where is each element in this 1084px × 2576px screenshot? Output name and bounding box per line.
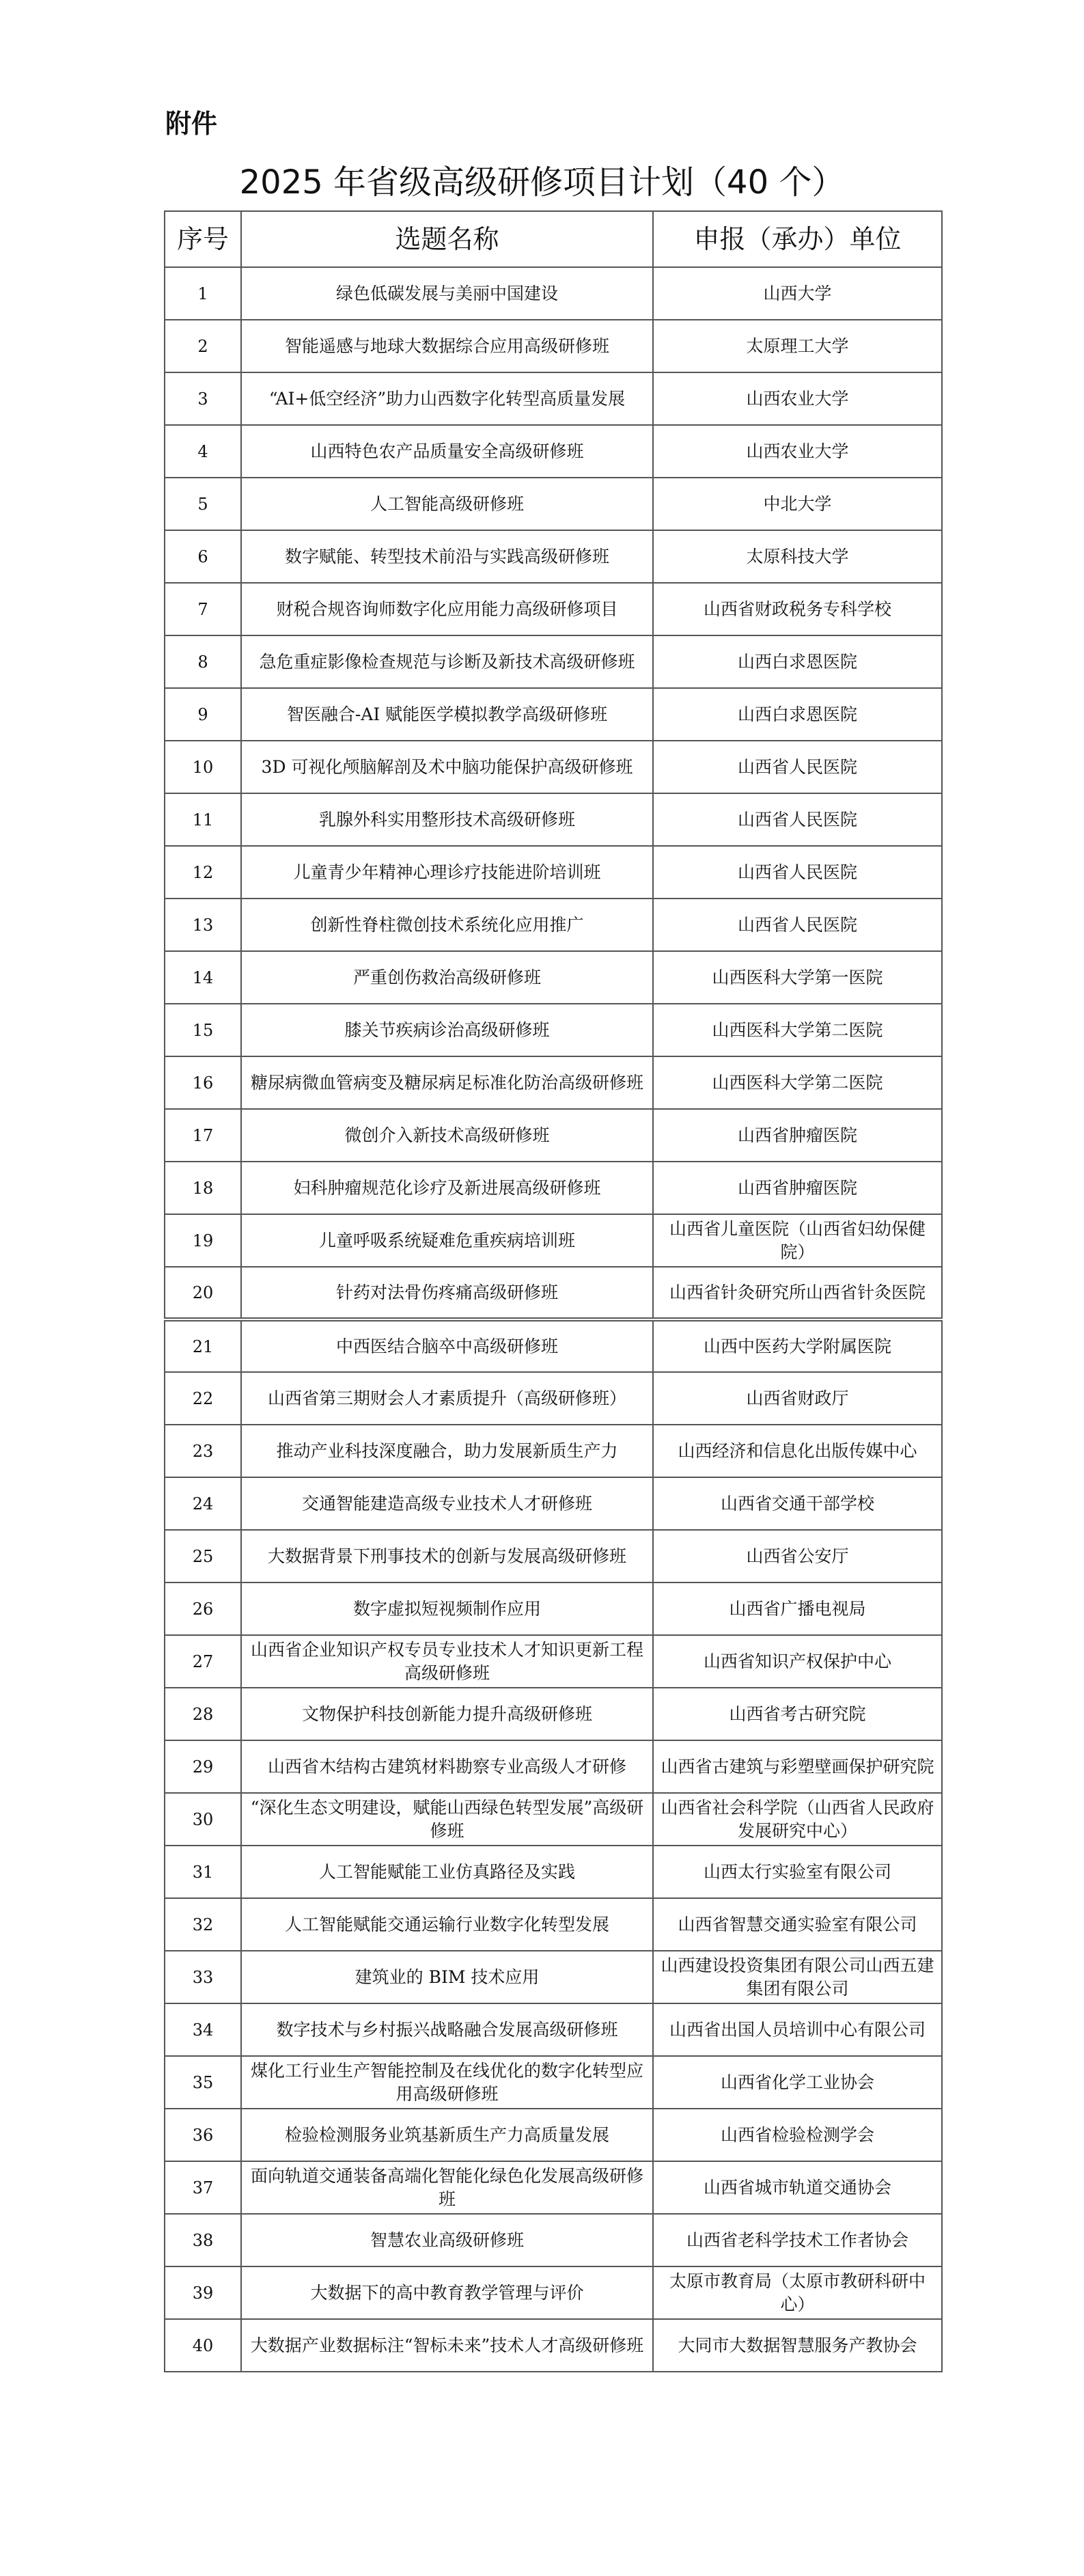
row-unit: 山西农业大学 bbox=[653, 372, 942, 425]
row-number: 4 bbox=[165, 425, 241, 478]
row-unit: 太原理工大学 bbox=[653, 320, 942, 372]
row-number: 31 bbox=[165, 1846, 241, 1898]
row-unit: 山西省检验检测学会 bbox=[653, 2109, 942, 2161]
row-number: 11 bbox=[165, 793, 241, 846]
table-row bbox=[165, 320, 942, 372]
row-topic: 建筑业的 BIM 技术应用 bbox=[241, 1951, 653, 2003]
table-row bbox=[165, 2319, 942, 2372]
row-topic: 大数据产业数据标注“智标未来”技术人才高级研修班 bbox=[241, 2319, 653, 2372]
table-row bbox=[165, 951, 942, 1004]
row-unit: 山西白求恩医院 bbox=[653, 688, 942, 741]
row-number: 37 bbox=[165, 2161, 241, 2214]
row-unit: 山西省城市轨道交通协会 bbox=[653, 2161, 942, 2214]
row-unit: 山西省肿瘤医院 bbox=[653, 1162, 942, 1214]
table-row bbox=[165, 1898, 942, 1951]
row-number: 10 bbox=[165, 741, 241, 793]
table-row bbox=[165, 478, 942, 530]
table-row bbox=[165, 530, 942, 583]
row-unit: 大同市大数据智慧服务产教协会 bbox=[653, 2319, 942, 2372]
table-row bbox=[165, 583, 942, 635]
table-row bbox=[165, 688, 942, 741]
row-topic: 数字赋能、转型技术前沿与实践高级研修班 bbox=[241, 530, 653, 583]
table-row bbox=[165, 1530, 942, 1582]
table-row bbox=[165, 1056, 942, 1109]
row-topic: 儿童青少年精神心理诊疗技能进阶培训班 bbox=[241, 846, 653, 899]
row-topic: 山西省第三期财会人才素质提升（高级研修班） bbox=[241, 1372, 653, 1425]
table-header-row bbox=[165, 211, 942, 267]
table-row bbox=[165, 1319, 942, 1372]
row-topic: 山西特色农产品质量安全高级研修班 bbox=[241, 425, 653, 478]
row-number: 38 bbox=[165, 2214, 241, 2266]
table-row bbox=[165, 1267, 942, 1319]
row-unit: 山西医科大学第二医院 bbox=[653, 1056, 942, 1109]
row-unit: 山西省广播电视局 bbox=[653, 1582, 942, 1635]
table-row bbox=[165, 846, 942, 899]
table-row bbox=[165, 267, 942, 320]
row-unit: 山西医科大学第一医院 bbox=[653, 951, 942, 1004]
row-topic: 儿童呼吸系统疑难危重疾病培训班 bbox=[241, 1214, 653, 1267]
row-topic: 微创介入新技术高级研修班 bbox=[241, 1109, 653, 1162]
row-unit: 太原市教育局（太原市教研科研中心） bbox=[653, 2266, 942, 2319]
row-unit: 山西省人民医院 bbox=[653, 899, 942, 951]
row-number: 34 bbox=[165, 2003, 241, 2056]
table-row bbox=[165, 1214, 942, 1267]
row-number: 17 bbox=[165, 1109, 241, 1162]
row-unit: 山西省知识产权保护中心 bbox=[653, 1635, 942, 1688]
row-unit: 山西省老科学技术工作者协会 bbox=[653, 2214, 942, 2266]
row-unit: 山西大学 bbox=[653, 267, 942, 320]
row-topic: “AI+低空经济”助力山西数字化转型高质量发展 bbox=[241, 372, 653, 425]
table-row bbox=[165, 1004, 942, 1056]
row-number: 23 bbox=[165, 1425, 241, 1477]
row-unit: 山西省针灸研究所山西省针灸医院 bbox=[653, 1267, 942, 1319]
row-number: 2 bbox=[165, 320, 241, 372]
row-topic: 创新性脊柱微创技术系统化应用推广 bbox=[241, 899, 653, 951]
row-unit: 山西省财政税务专科学校 bbox=[653, 583, 942, 635]
table-row bbox=[165, 2214, 942, 2266]
row-topic: 膝关节疾病诊治高级研修班 bbox=[241, 1004, 653, 1056]
row-topic: 交通智能建造高级专业技术人才研修班 bbox=[241, 1477, 653, 1530]
row-topic: 山西省木结构古建筑材料勘察专业高级人才研修 bbox=[241, 1740, 653, 1793]
row-topic: 大数据下的高中教育教学管理与评价 bbox=[241, 2266, 653, 2319]
table-row bbox=[165, 1162, 942, 1214]
row-unit: 山西省儿童医院（山西省妇幼保健院） bbox=[653, 1214, 942, 1267]
row-unit: 山西经济和信息化出版传媒中心 bbox=[653, 1425, 942, 1477]
table-row bbox=[165, 1846, 942, 1898]
row-unit: 山西省智慧交通实验室有限公司 bbox=[653, 1898, 942, 1951]
row-topic: 智能遥感与地球大数据综合应用高级研修班 bbox=[241, 320, 653, 372]
table-row bbox=[165, 1477, 942, 1530]
table-row bbox=[165, 2161, 942, 2214]
row-number: 40 bbox=[165, 2319, 241, 2372]
row-topic: 严重创伤救治高级研修班 bbox=[241, 951, 653, 1004]
row-unit: 山西省财政厅 bbox=[653, 1372, 942, 1425]
row-topic: 山西省企业知识产权专员专业技术人才知识更新工程高级研修班 bbox=[241, 1635, 653, 1688]
row-unit: 山西建设投资集团有限公司山西五建集团有限公司 bbox=[653, 1951, 942, 2003]
table-row bbox=[165, 1425, 942, 1477]
row-number: 39 bbox=[165, 2266, 241, 2319]
row-topic: 急危重症影像检查规范与诊断及新技术高级研修班 bbox=[241, 635, 653, 688]
row-unit: 山西农业大学 bbox=[653, 425, 942, 478]
row-number: 13 bbox=[165, 899, 241, 951]
page-title: 2025 年省级高级研修项目计划（40 个） bbox=[239, 163, 845, 202]
row-topic: 检验检测服务业筑基新质生产力高质量发展 bbox=[241, 2109, 653, 2161]
row-unit: 山西省人民医院 bbox=[653, 846, 942, 899]
row-topic: 财税合规咨询师数字化应用能力高级研修项目 bbox=[241, 583, 653, 635]
row-number: 24 bbox=[165, 1477, 241, 1530]
table-row bbox=[165, 2056, 942, 2109]
table-row bbox=[165, 899, 942, 951]
row-topic: 煤化工行业生产智能控制及在线优化的数字化转型应用高级研修班 bbox=[241, 2056, 653, 2109]
table-row bbox=[165, 741, 942, 793]
row-number: 9 bbox=[165, 688, 241, 741]
row-unit: 山西省出国人员培训中心有限公司 bbox=[653, 2003, 942, 2056]
table-row bbox=[165, 2003, 942, 2056]
row-number: 3 bbox=[165, 372, 241, 425]
row-topic: 人工智能高级研修班 bbox=[241, 478, 653, 530]
table-row bbox=[165, 2109, 942, 2161]
row-number: 8 bbox=[165, 635, 241, 688]
table-row bbox=[165, 2266, 942, 2319]
row-unit: 山西省肿瘤医院 bbox=[653, 1109, 942, 1162]
row-number: 21 bbox=[165, 1319, 241, 1372]
row-number: 1 bbox=[165, 267, 241, 320]
row-topic: 妇科肿瘤规范化诊疗及新进展高级研修班 bbox=[241, 1162, 653, 1214]
row-number: 29 bbox=[165, 1740, 241, 1793]
row-number: 26 bbox=[165, 1582, 241, 1635]
row-number: 25 bbox=[165, 1530, 241, 1582]
row-number: 35 bbox=[165, 2056, 241, 2109]
row-number: 14 bbox=[165, 951, 241, 1004]
table-row bbox=[165, 1582, 942, 1635]
row-unit: 山西省考古研究院 bbox=[653, 1688, 942, 1740]
row-number: 5 bbox=[165, 478, 241, 530]
row-number: 6 bbox=[165, 530, 241, 583]
row-number: 33 bbox=[165, 1951, 241, 2003]
row-number: 19 bbox=[165, 1214, 241, 1267]
row-unit: 山西省社会科学院（山西省人民政府发展研究中心） bbox=[653, 1793, 942, 1846]
table-row bbox=[165, 1635, 942, 1688]
table-row bbox=[165, 1793, 942, 1846]
row-topic: 人工智能赋能工业仿真路径及实践 bbox=[241, 1846, 653, 1898]
row-unit: 山西省公安厅 bbox=[653, 1530, 942, 1582]
row-number: 36 bbox=[165, 2109, 241, 2161]
table-row bbox=[165, 425, 942, 478]
row-unit: 山西医科大学第二医院 bbox=[653, 1004, 942, 1056]
row-topic: 智慧农业高级研修班 bbox=[241, 2214, 653, 2266]
project-table bbox=[164, 210, 943, 2372]
row-topic: 面向轨道交通装备高端化智能化绿色化发展高级研修班 bbox=[241, 2161, 653, 2214]
row-topic: 文物保护科技创新能力提升高级研修班 bbox=[241, 1688, 653, 1740]
row-topic: 糖尿病微血管病变及糖尿病足标准化防治高级研修班 bbox=[241, 1056, 653, 1109]
row-topic: 人工智能赋能交通运输行业数字化转型发展 bbox=[241, 1898, 653, 1951]
row-topic: 数字虚拟短视频制作应用 bbox=[241, 1582, 653, 1635]
row-number: 15 bbox=[165, 1004, 241, 1056]
row-topic: 推动产业科技深度融合，助力发展新质生产力 bbox=[241, 1425, 653, 1477]
row-topic: 针药对法骨伤疼痛高级研修班 bbox=[241, 1267, 653, 1319]
table-body bbox=[165, 267, 942, 2372]
column-header-number: 序号 bbox=[165, 211, 241, 267]
table-row bbox=[165, 372, 942, 425]
row-number: 20 bbox=[165, 1267, 241, 1319]
row-topic: 数字技术与乡村振兴战略融合发展高级研修班 bbox=[241, 2003, 653, 2056]
row-topic: 乳腺外科实用整形技术高级研修班 bbox=[241, 793, 653, 846]
table-row bbox=[165, 1109, 942, 1162]
row-topic: 智医融合-AI 赋能医学模拟教学高级研修班 bbox=[241, 688, 653, 741]
row-topic: “深化生态文明建设，赋能山西绿色转型发展”高级研修班 bbox=[241, 1793, 653, 1846]
row-unit: 山西省化学工业协会 bbox=[653, 2056, 942, 2109]
attachment-label: 附件 bbox=[165, 109, 218, 139]
table-row bbox=[165, 1951, 942, 2003]
row-number: 27 bbox=[165, 1635, 241, 1688]
row-number: 28 bbox=[165, 1688, 241, 1740]
table-row bbox=[165, 635, 942, 688]
row-number: 22 bbox=[165, 1372, 241, 1425]
row-number: 7 bbox=[165, 583, 241, 635]
row-unit: 山西白求恩医院 bbox=[653, 635, 942, 688]
row-topic: 中西医结合脑卒中高级研修班 bbox=[241, 1319, 653, 1372]
table-row bbox=[165, 793, 942, 846]
row-topic: 绿色低碳发展与美丽中国建设 bbox=[241, 267, 653, 320]
table-row bbox=[165, 1740, 942, 1793]
row-unit: 山西省人民医院 bbox=[653, 741, 942, 793]
row-topic: 3D 可视化颅脑解剖及术中脑功能保护高级研修班 bbox=[241, 741, 653, 793]
column-header-topic: 选题名称 bbox=[241, 211, 653, 267]
row-number: 32 bbox=[165, 1898, 241, 1951]
row-number: 18 bbox=[165, 1162, 241, 1214]
table-row bbox=[165, 1372, 942, 1425]
row-unit: 中北大学 bbox=[653, 478, 942, 530]
row-unit: 山西省交通干部学校 bbox=[653, 1477, 942, 1530]
column-header-unit: 申报（承办）单位 bbox=[653, 211, 942, 267]
row-number: 12 bbox=[165, 846, 241, 899]
row-number: 16 bbox=[165, 1056, 241, 1109]
row-unit: 山西太行实验室有限公司 bbox=[653, 1846, 942, 1898]
row-number: 30 bbox=[165, 1793, 241, 1846]
row-unit: 山西中医药大学附属医院 bbox=[653, 1319, 942, 1372]
row-topic: 大数据背景下刑事技术的创新与发展高级研修班 bbox=[241, 1530, 653, 1582]
row-unit: 太原科技大学 bbox=[653, 530, 942, 583]
row-unit: 山西省人民医院 bbox=[653, 793, 942, 846]
row-unit: 山西省古建筑与彩塑壁画保护研究院 bbox=[653, 1740, 942, 1793]
table-row bbox=[165, 1688, 942, 1740]
